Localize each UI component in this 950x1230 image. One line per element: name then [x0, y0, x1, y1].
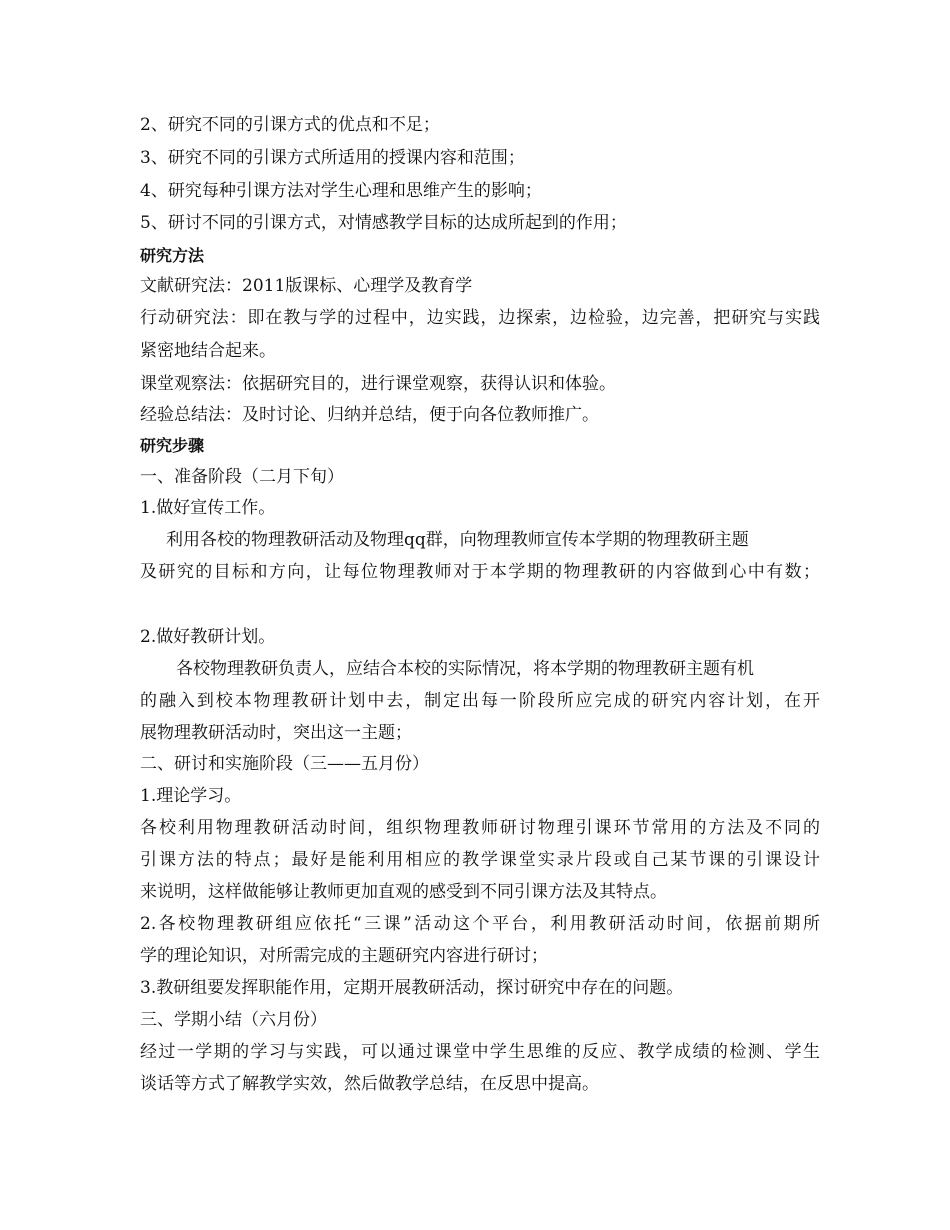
- stage-1-para-2-line-1: 各校物理教研负责人，应结合本校的实际情况，将本学期的物理教研主题有机: [176, 659, 754, 679]
- goal-item-3: 3、研究不同的引课方式所适用的授课内容和范围；: [140, 148, 525, 168]
- goal-item-5: 5、研讨不同的引课方式，对情感教学目标的达成所起到的作用；: [140, 213, 627, 233]
- stage-2-para-1-line-1: 各校利用物理教研活动时间，组织物理教师研讨物理引课环节常用的方法及不同的: [140, 818, 820, 838]
- goal-item-2: 2、研究不同的引课方式的优点和不足；: [140, 115, 440, 135]
- method-action-line-2: 紧密地结合起来。: [140, 341, 276, 361]
- stage-1-para-1-line-2: 及研究的目标和方向，让每位物理教师对于本学期的物理教研的内容做到心中有数；: [140, 562, 820, 582]
- stage-2-item-2-line-1: 2.各校物理教研组应依托“三课”活动这个平台，利用教研活动时间，依据前期所: [140, 914, 820, 934]
- stage-1-para-2-line-3: 展物理教研活动时，突出这一主题；: [140, 723, 412, 743]
- stage-2-item-1: 1.理论学习。: [140, 786, 242, 806]
- stage-3-para-line-2: 谈话等方式了解教学实效，然后做教学总结，在反思中提高。: [140, 1074, 599, 1094]
- method-action-line-1: 行动研究法：即在教与学的过程中，边实践，边探索，边检验，边完善，把研究与实践: [140, 308, 820, 328]
- stage-1-item-1: 1.做好宣传工作。: [140, 498, 276, 518]
- stage-2-para-1-line-2: 引课方法的特点；最好是能利用相应的教学课堂实录片段或自己某节课的引课设计: [140, 850, 820, 870]
- method-experience: 经验总结法：及时讨论、归纳并总结，便于向各位教师推广。: [140, 405, 599, 425]
- stage-1-item-2: 2.做好教研计划。: [140, 627, 276, 647]
- goal-item-4: 4、研究每种引课方法对学生心理和思维产生的影响；: [140, 181, 542, 201]
- stage-1-para-2-line-2: 的融入到校本物理教研计划中去，制定出每一阶段所应完成的研究内容计划，在开: [140, 691, 820, 711]
- method-observation: 课堂观察法：依据研究目的，进行课堂观察，获得认识和体验。: [140, 374, 616, 394]
- stage-1-title: 一、准备阶段（二月下旬）: [140, 467, 344, 487]
- stage-2-para-1-line-3: 来说明，这样做能够让教师更加直观的感受到不同引课方法及其特点。: [140, 882, 667, 902]
- method-literature: 文献研究法：2011版课标、心理学及教育学: [140, 276, 473, 296]
- section-heading-steps: 研究步骤: [140, 436, 205, 455]
- stage-2-item-3: 3.教研组要发挥职能作用，定期开展教研活动，探讨研究中存在的问题。: [140, 978, 684, 998]
- stage-2-item-2-line-2: 学的理论知识，对所需完成的主题研究内容进行研讨；: [140, 946, 548, 966]
- section-heading-methods: 研究方法: [140, 246, 205, 265]
- stage-1-para-1-line-1: 利用各校的物理教研活动及物理qq群，向物理教师宣传本学期的物理教研主题: [166, 530, 749, 550]
- stage-3-para-line-1: 经过一学期的学习与实践，可以通过课堂中学生思维的反应、教学成绩的检测、学生: [140, 1042, 820, 1062]
- stage-3-title: 三、学期小结（六月份）: [140, 1010, 327, 1030]
- stage-2-title: 二、研讨和实施阶段（三——五月份）: [140, 754, 429, 774]
